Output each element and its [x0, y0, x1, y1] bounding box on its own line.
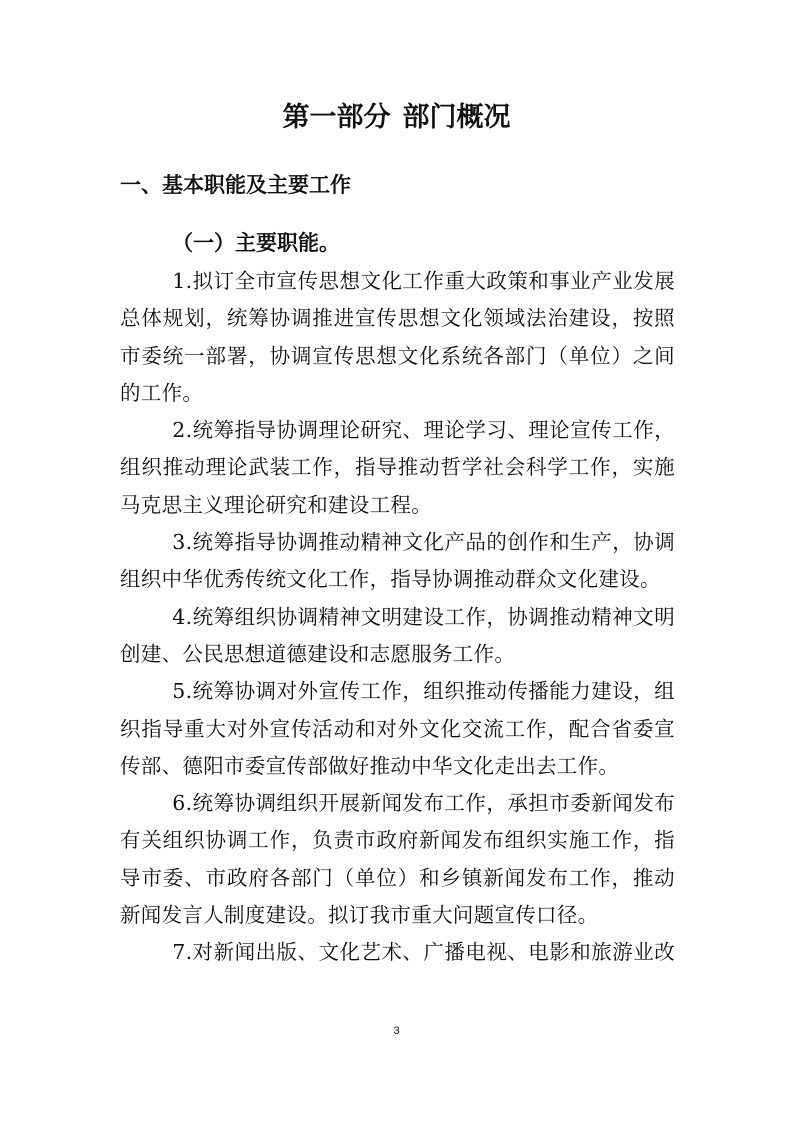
paragraph-5: 5.统筹协调对外宣传工作，组织推动传播能力建设，组织指导重大对外宣传活动和对外文化交流工作，配合省委宣传部、德阳市委宣传部做好推动中华文化走出去工作。 — [120, 679, 675, 778]
section-heading: 一、基本职能及主要工作 — [120, 173, 351, 197]
title-name: 部门概况 — [402, 102, 511, 133]
paragraph-4: 4.统筹组织协调精神文明建设工作，协调推动精神文明创建、公民思想道德建设和志愿服务工作。 — [120, 604, 675, 666]
paragraph-6: 6.统筹协调组织开展新闻发布工作，承担市委新闻发布有关组织协调工作，负责市政府新闻发布组织实施工作，指导市委、市政府各部门（单位）和乡镇新闻发布工作，推动新闻发言人制度建设。拟订我市重大问题宣传口径。 — [120, 791, 675, 928]
body-text — [120, 263, 675, 972]
page-number: 3 — [393, 1025, 400, 1037]
paragraph-3: 3.统筹指导协调推动精神文化产品的创作和生产，协调组织中华优秀传统文化工作，指导协调推动群众文化建设。 — [120, 530, 675, 592]
page-title — [0, 98, 793, 138]
subsection-heading: （一）主要职能。 — [172, 231, 340, 255]
paragraph-2: 2.统筹指导协调理论研究、理论学习、理论宣传工作，组织推动理论武装工作，指导推动哲学社会科学工作，实施马克思主义理论研究和建设工程。 — [120, 418, 675, 517]
paragraph-1: 1.拟订全市宣传思想文化工作重大政策和事业产业发展总体规划，统筹协调推进宣传思想文化领域法治建设，按照市委统一部署，协调宣传思想文化系统各部门（单位）之间的工作。 — [120, 269, 675, 405]
paragraph-7: 7.对新闻出版、文化艺术、广播电视、电影和旅游业改 — [172, 940, 675, 965]
title-part: 第一部分 — [282, 102, 391, 133]
